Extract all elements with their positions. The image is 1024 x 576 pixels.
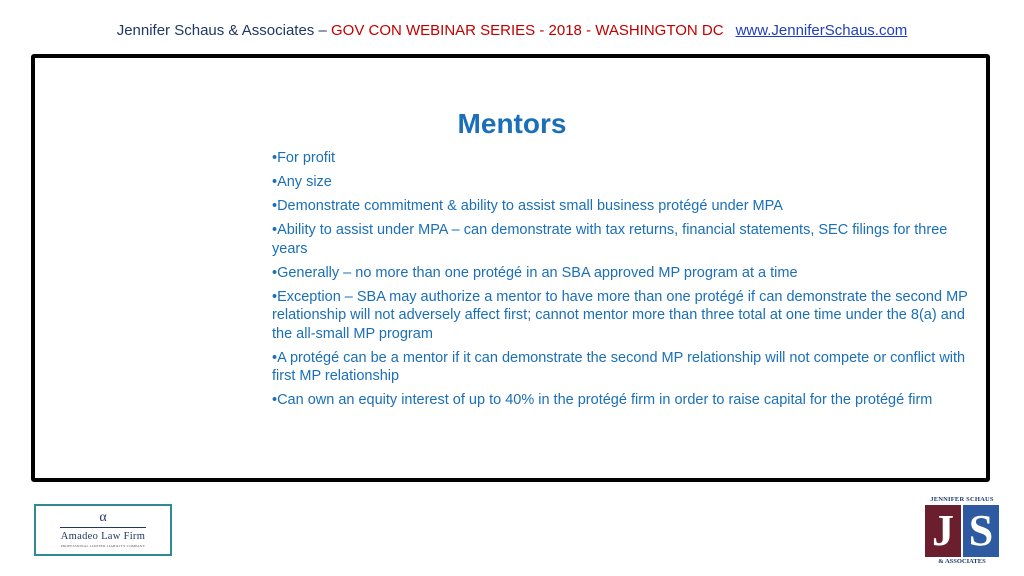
bullet-item: •A protégé can be a mentor if it can demonstrate the second MP relationship will not compete or conflict with first MP relationship — [272, 349, 966, 384]
bullet-list — [272, 149, 972, 415]
logo-rule-divider — [60, 527, 146, 528]
js-logo-bottom-text: & ASSOCIATES — [938, 558, 986, 565]
js-logo-mark — [922, 505, 1002, 557]
bullet-item: •For profit — [272, 150, 336, 166]
bullet-item: •Ability to assist under MPA – can demonstrate with tax returns, financial statements, SEC filings for three years — [272, 222, 948, 257]
header-company-name: Jennifer Schaus & Associates – — [116, 22, 331, 39]
js-logo-top-text: JENNIFER SCHAUS — [930, 496, 994, 503]
js-logo-letter-s: S — [963, 505, 999, 557]
amadeo-tagline: PROFESSIONAL LIMITED LIABILITY COMPANY — [60, 544, 146, 548]
bullet-item: •Generally – no more than one protégé in an SBA approved MP program at a time — [272, 264, 798, 281]
js-logo-letter-j: J — [925, 505, 961, 557]
bullet-item: •Can own an equity interest of up to 40% in the protégé firm in order to raise capital for the protégé firm — [272, 392, 933, 408]
page-header — [0, 22, 1024, 39]
amadeo-law-firm-logo — [34, 504, 172, 556]
header-website-link[interactable]: www.JenniferSchaus.com — [735, 22, 908, 39]
jennifer-schaus-logo — [922, 496, 1002, 568]
bullet-item: •Any size — [272, 174, 332, 190]
alpha-symbol: α — [99, 510, 107, 525]
amadeo-firm-name: Amadeo Law Firm — [60, 531, 146, 542]
bullet-item: •Demonstrate commitment & ability to assist small business protégé under MPA — [272, 198, 783, 214]
header-webinar-series: GOV CON WEBINAR SERIES - 2018 - WASHINGTON DC — [330, 22, 724, 39]
slide-title: Mentors — [457, 108, 567, 139]
bullet-item: •Exception – SBA may authorize a mentor to have more than one protégé if can demonstrate the second MP relationship will not adversely affect first; cannot mentor more than three total at one time under the 8(a) and the all-small MP program — [272, 288, 968, 342]
